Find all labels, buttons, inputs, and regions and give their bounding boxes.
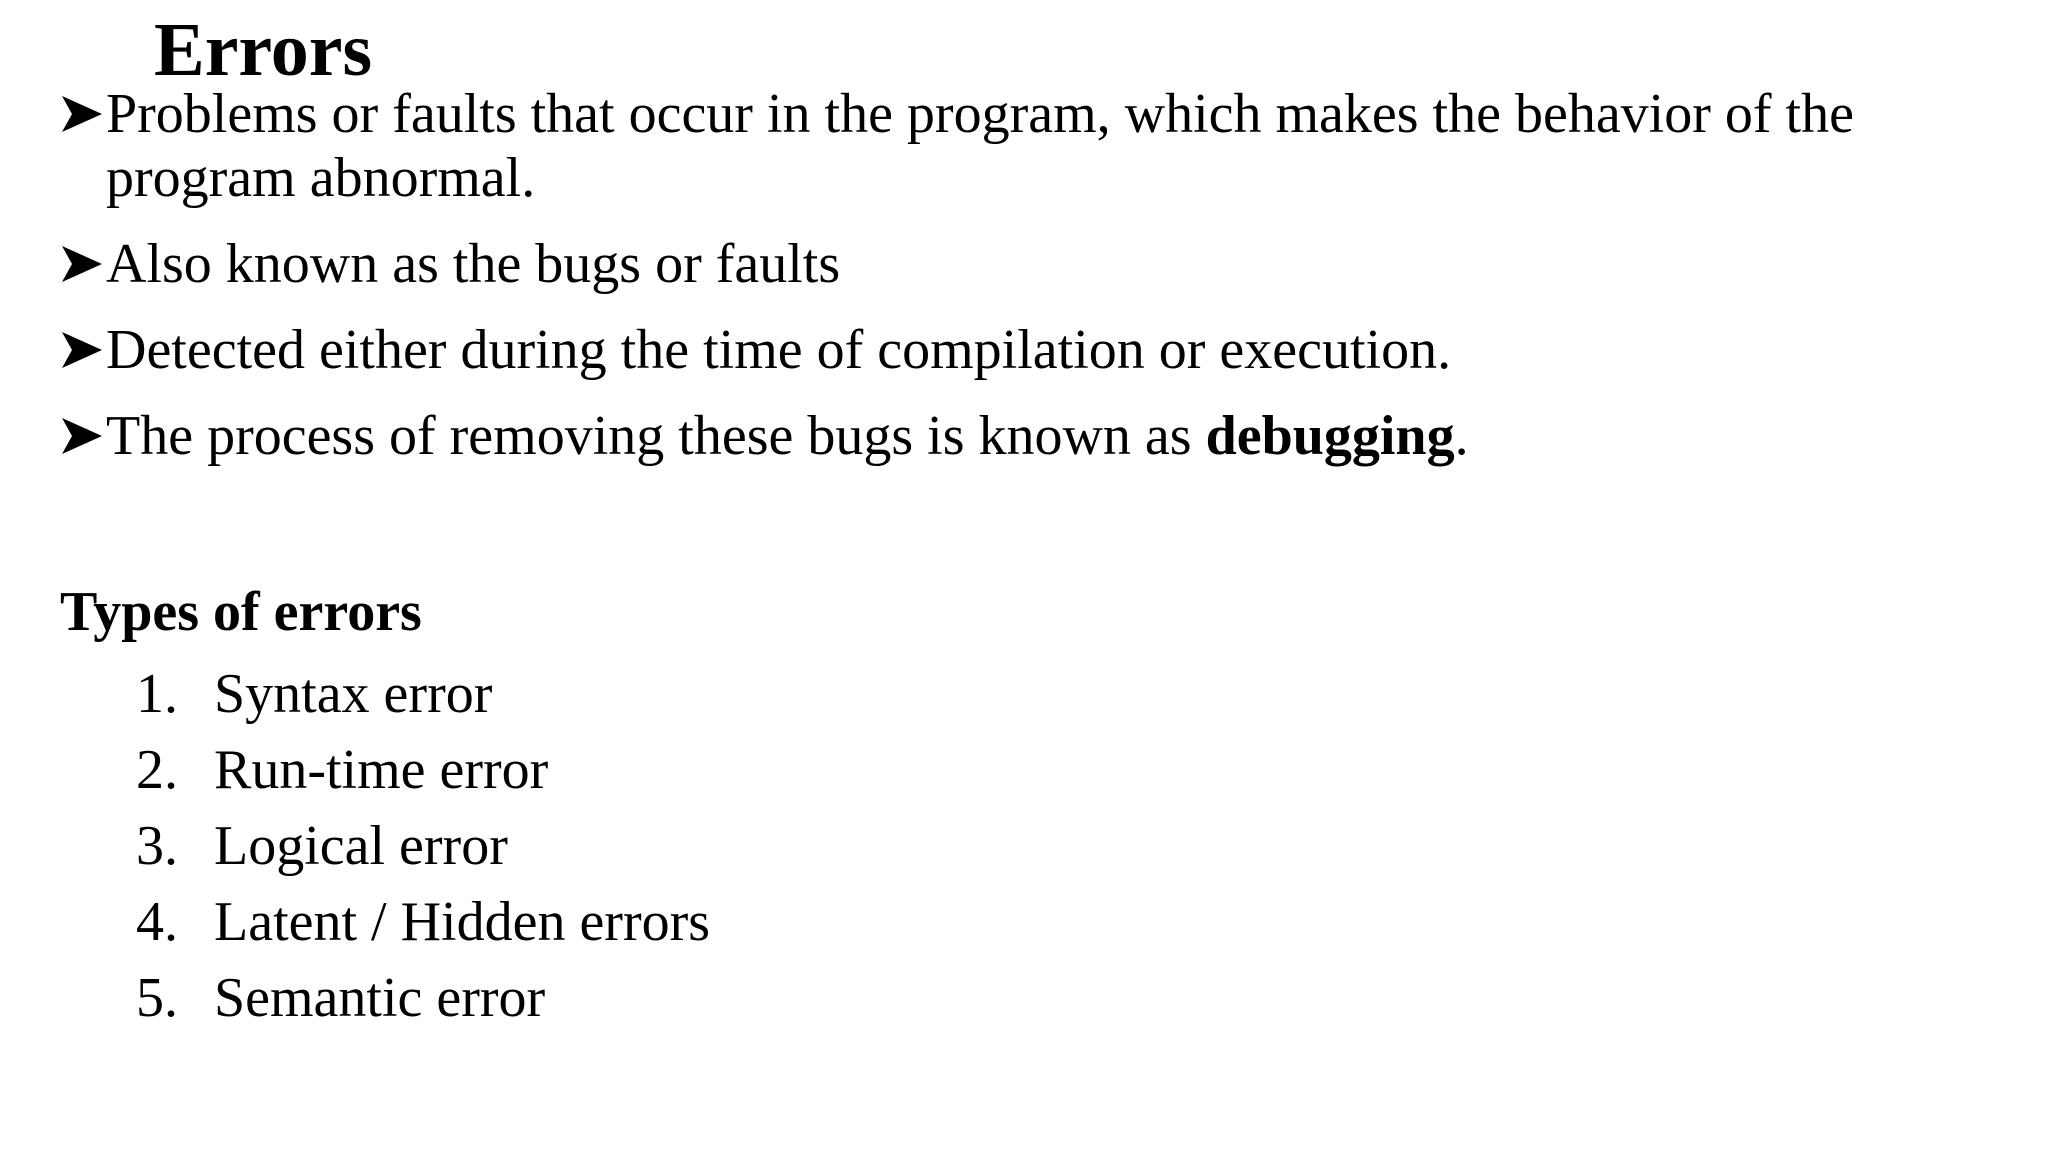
bullet-item (60, 82, 2020, 210)
list-item (136, 808, 710, 884)
slide-title: Errors (154, 8, 373, 92)
list-label: Syntax error (214, 663, 493, 725)
bullet-text: Problems or faults that occur in the program, which makes the behavior of the program abnormal. (106, 83, 1854, 209)
bullet-text: Also known as the bugs or faults (106, 233, 841, 295)
list-item (136, 960, 710, 1036)
arrow-bullet-icon (60, 244, 104, 284)
bullet-text: Detected either during the time of compilation or execution. (106, 319, 1452, 381)
list-item (136, 732, 710, 808)
list-item (136, 884, 710, 960)
list-number: 3. (136, 815, 178, 877)
bullet-list (60, 82, 2020, 490)
bold-term: debugging (1205, 405, 1455, 467)
list-number: 2. (136, 739, 178, 801)
list-number: 5. (136, 967, 178, 1029)
list-number: 1. (136, 663, 178, 725)
bullet-item (60, 232, 2020, 296)
list-item (136, 656, 710, 732)
types-heading: Types of errors (60, 581, 422, 643)
list-label: Run-time error (214, 739, 549, 801)
arrow-bullet-icon (60, 416, 104, 456)
arrow-bullet-icon (60, 94, 104, 134)
list-label: Semantic error (214, 967, 546, 1029)
types-list (136, 656, 710, 1036)
list-label: Latent / Hidden errors (214, 891, 711, 953)
bullet-item (60, 404, 2020, 468)
bullet-text: The process of removing these bugs is known as debugging. (106, 405, 1469, 467)
list-label: Logical error (214, 815, 508, 877)
arrow-bullet-icon (60, 330, 104, 370)
list-number: 4. (136, 891, 178, 953)
bullet-item (60, 318, 2020, 382)
